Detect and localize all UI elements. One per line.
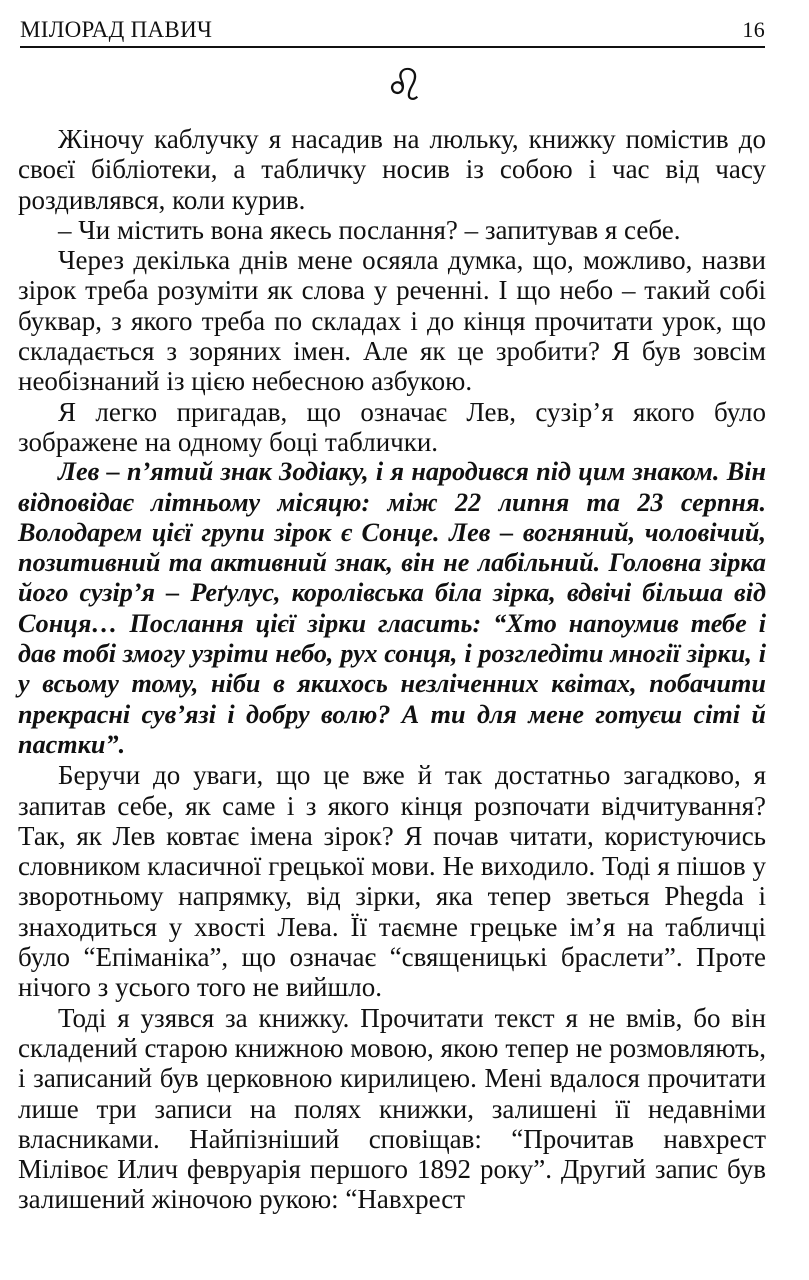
running-header [20,14,765,48]
body-text [18,124,766,1215]
paragraph: Беручи до уваги, що це вже й так достатньо загадково, я запитав себе, як саме і з якого кінця розпочати відчитування? Так, як Лев ковтає імена зірок? Я почав читати, користуючись словником класичної грецької мови. Не виходило. Тоді я пішов у зворотньому напрямку, від зірки, яка тепер зветься Phegda і знаходиться у хвості Лева. Її таємне грецьке ім’я на табличці було “Епіманіка”, що означає “священицькі браслети”. Проте нічого з усього того не вийшло. [18,760,766,1003]
paragraph: – Чи містить вона якесь послання? – запитував я себе. [58,214,681,245]
author-name: МІЛОРАД ПАВИЧ [20,17,213,42]
leo-sign-icon: ♌ [384,60,425,111]
leo-description-quote: Лев – п’ятий знак Зодіаку, і я народився під цим знаком. Він відповідає літньому місяцю: між 22 липня та 23 серпня. Володарем цієї групи зірок є Сонце. Лев – вогняний, чоловічий, позитивний та активний знак, він не лабільний. Головна зірка його сузір’я – Реґулус, королівська біла зірка, вдвічі більша від Сонця… Послання цієї зірки гласить: “Хто напоумив тебе і дав тобі змогу узріти небо, рух сонця, і розгледіти многії зірки, і у всьому тому, ніби в якихось незліченних квітах, побачити прекрасні сув’язі і добру волю? А ти для мене готуєш сіті й пастки”. [18,457,766,759]
paragraph: Тоді я узявся за книжку. Прочитати текст я не вмів, бо він складений старою книжною мовою, якою тепер не розмовляють, і записаний був церковною кирилицею. Мені вдалося прочитати лише три записи на полях книжки, залишені її недавніми власниками. Найпізніший сповіщав: “Прочитав навхрест Мілівоє Илич февруарія першого 1892 року”. Другий запис був залишений жіночою рукою: “Навхрест [18,1002,766,1215]
paragraph: Я легко пригадав, що означає Лев, сузір’я якого було зображене на одному боці таблички. [18,396,766,457]
paragraph: Жіночу каблучку я насадив на люльку, книжку помістив до своєї бібліотеки, а табличку носив із собою і час від часу роздивлявся, коли курив. [18,124,766,215]
paragraph: Через декілька днів мене осяяла думка, що, можливо, назви зірок треба розуміти як слова у реченні. І що небо – такий собі буквар, з якого треба по складах і до кінця прочитати урок, що складається з зоряних імен. Але як це зробити? Я був зовсім необізнаний із цією небесною азбукою. [18,245,766,397]
page-number: 16 [742,17,765,42]
